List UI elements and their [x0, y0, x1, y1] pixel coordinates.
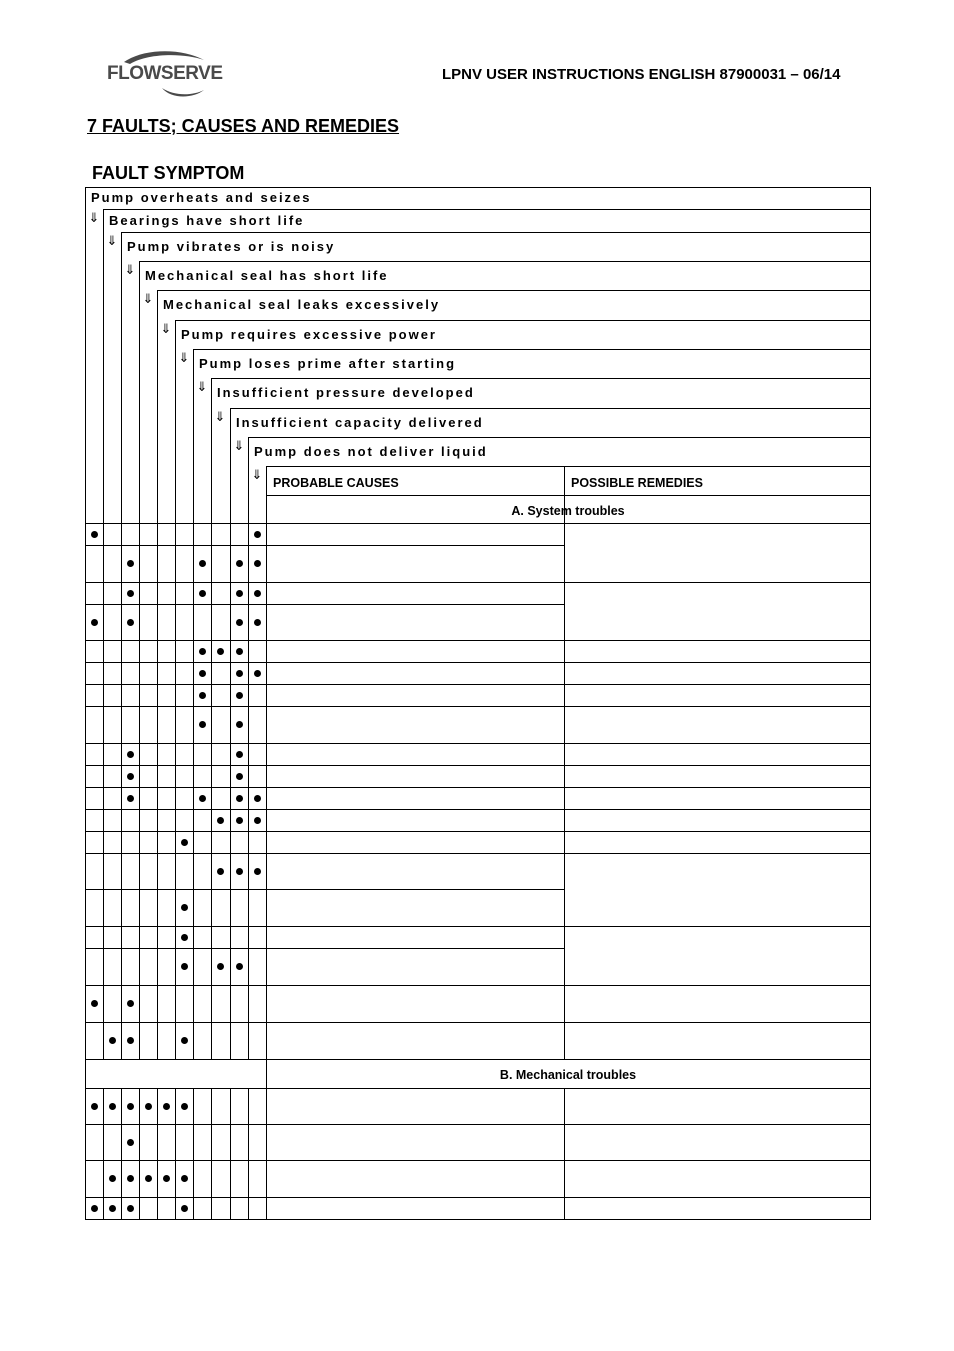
symptom-label-overheats: Pump overheats and seizes	[91, 190, 312, 205]
section-a-top-border	[85, 523, 870, 524]
symptom-dot	[199, 670, 206, 677]
symptom-dot	[254, 868, 261, 875]
symptom-row-border	[121, 232, 870, 233]
table-row-border	[85, 831, 564, 832]
table-row-border	[85, 853, 564, 854]
table-row-border	[85, 582, 564, 583]
header-divider	[266, 495, 870, 496]
remedy-row-border	[564, 809, 870, 810]
down-arrow-icon: ⇓	[251, 468, 263, 483]
symptom-dot	[254, 619, 261, 626]
symptom-dot	[163, 1103, 170, 1110]
remedy-row-border	[564, 853, 870, 854]
down-arrow-icon: ⇓	[124, 263, 136, 278]
symptom-dot	[199, 590, 206, 597]
symptom-dot	[91, 531, 98, 538]
symptom-dot	[109, 1037, 116, 1044]
remedy-row-border	[564, 926, 870, 927]
symptom-dot	[217, 817, 224, 824]
symptom-dot	[127, 619, 134, 626]
symptom-dot	[254, 670, 261, 677]
table-row-border	[85, 948, 564, 949]
column-divider	[248, 437, 249, 1219]
table-row-border	[85, 765, 564, 766]
symptom-dot	[145, 1175, 152, 1182]
remedy-row-border	[564, 765, 870, 766]
symptom-dot	[181, 934, 188, 941]
table-row-border	[85, 1197, 870, 1198]
symptom-dot	[91, 1000, 98, 1007]
symptom-dot	[127, 1205, 134, 1212]
symptom-dot	[236, 868, 243, 875]
symptom-dot	[181, 904, 188, 911]
table-row-border	[85, 604, 564, 605]
symptom-dot	[127, 795, 134, 802]
table-top-border	[85, 187, 871, 188]
symptom-dot	[254, 795, 261, 802]
symptom-row-border	[211, 378, 870, 379]
symptom-label-seal-life: Mechanical seal has short life	[145, 267, 389, 283]
symptom-dot	[236, 795, 243, 802]
symptom-label-capacity: Insufficient capacity delivered	[236, 414, 484, 430]
down-arrow-icon: ⇓	[106, 234, 118, 249]
symptom-label-bearings: Bearings have short life	[109, 212, 305, 228]
table-row-border	[85, 545, 564, 546]
symptom-row-border	[103, 209, 870, 210]
table-row-border	[85, 706, 564, 707]
symptom-dot	[217, 868, 224, 875]
symptom-dot	[236, 619, 243, 626]
symptom-dot	[127, 1000, 134, 1007]
symptom-dot	[199, 648, 206, 655]
symptom-dot	[236, 692, 243, 699]
table-row-border	[85, 743, 564, 744]
symptom-dot	[254, 590, 261, 597]
down-arrow-icon: ⇓	[142, 292, 154, 307]
possible-remedies-header: POSSIBLE REMEDIES	[571, 476, 703, 490]
symptom-dot	[236, 817, 243, 824]
symptom-dot	[181, 1103, 188, 1110]
symptom-label-pressure: Insufficient pressure developed	[217, 385, 475, 400]
symptom-dot	[236, 721, 243, 728]
symptom-dot	[181, 1175, 188, 1182]
symptom-dot	[181, 1205, 188, 1212]
symptom-dot	[127, 773, 134, 780]
blank-cell	[86, 1060, 266, 1088]
symptom-dot	[127, 1037, 134, 1044]
symptom-row-border	[175, 320, 870, 321]
symptom-dot	[254, 560, 261, 567]
symptom-dot	[91, 619, 98, 626]
symptom-dot	[127, 590, 134, 597]
document-title: LPNV USER INSTRUCTIONS ENGLISH 87900031 – 06/14	[442, 66, 841, 83]
symptom-label-prime: Pump loses prime after starting	[199, 355, 457, 371]
symptom-dot	[236, 751, 243, 758]
table-row-border	[85, 809, 564, 810]
symptom-dot	[199, 795, 206, 802]
remedy-row-border	[564, 743, 870, 744]
section-b-top-border	[85, 1088, 870, 1089]
symptom-label-no-liquid: Pump does not deliver liquid	[254, 443, 488, 459]
symptom-dot	[145, 1103, 152, 1110]
symptom-row-border	[248, 437, 870, 438]
symptom-dot	[163, 1175, 170, 1182]
remedy-row-border	[564, 684, 870, 685]
down-arrow-icon: ⇓	[214, 410, 226, 425]
symptom-dot	[236, 670, 243, 677]
symptom-dot	[181, 963, 188, 970]
column-divider	[211, 378, 212, 1219]
symptom-row-border	[139, 261, 870, 262]
symptom-label-vibrates: Pump vibrates or is noisy	[127, 238, 336, 254]
symptom-dot	[254, 531, 261, 538]
symptom-dot	[109, 1205, 116, 1212]
down-arrow-icon: ⇓	[196, 380, 208, 395]
symptom-label-power: Pump requires excessive power	[181, 326, 437, 342]
symptom-dot	[236, 773, 243, 780]
remedy-row-border	[564, 582, 870, 583]
table-row-border	[85, 1124, 870, 1125]
column-divider	[230, 408, 231, 1219]
down-arrow-icon: ⇓	[178, 351, 190, 366]
symptom-label-seal-leaks: Mechanical seal leaks excessively	[163, 297, 441, 312]
symptom-dot	[127, 751, 134, 758]
symptom-row-border	[193, 349, 870, 350]
symptom-dot	[217, 648, 224, 655]
symptom-row-border	[266, 466, 870, 467]
remedy-row-border	[564, 831, 870, 832]
symptom-dot	[236, 590, 243, 597]
table-row-border	[85, 640, 564, 641]
symptom-dot	[91, 1103, 98, 1110]
system-troubles-heading: A. System troubles	[511, 504, 625, 518]
table-row-border	[85, 662, 564, 663]
table-row-border	[85, 1022, 564, 1023]
symptom-dot	[254, 817, 261, 824]
remedy-row-border	[564, 1022, 870, 1023]
symptom-dot	[127, 560, 134, 567]
logo-text: FLOWSERVE	[107, 63, 223, 84]
flowserve-logo	[104, 50, 223, 100]
symptom-row-border	[157, 290, 870, 291]
symptom-dot	[109, 1103, 116, 1110]
table-row-border	[85, 1160, 870, 1161]
table-row-border	[85, 926, 564, 927]
symptom-dot	[199, 721, 206, 728]
remedy-row-border	[564, 985, 870, 986]
remedy-row-border	[564, 662, 870, 663]
symptom-dot	[127, 1139, 134, 1146]
table-right-border	[870, 187, 871, 1220]
symptom-dot	[127, 1175, 134, 1182]
symptom-dot	[199, 692, 206, 699]
remedy-row-border	[564, 706, 870, 707]
symptom-dot	[109, 1175, 116, 1182]
remedy-row-border	[564, 640, 870, 641]
remedy-row-border	[564, 787, 870, 788]
symptom-dot	[217, 963, 224, 970]
symptom-dot	[181, 1037, 188, 1044]
symptom-dot	[236, 560, 243, 567]
symptom-dot	[236, 648, 243, 655]
table-row-border	[85, 889, 564, 890]
symptom-dot	[199, 560, 206, 567]
cause-remedy-divider	[564, 523, 565, 1059]
table-bottom-border	[85, 1219, 871, 1220]
fault-symptom-title: FAULT SYMPTOM	[92, 163, 245, 183]
probable-causes-header: PROBABLE CAUSES	[273, 476, 399, 490]
remedy-row-border	[564, 1059, 870, 1060]
symptom-dot	[127, 1103, 134, 1110]
column-divider	[266, 466, 267, 1219]
down-arrow-icon: ⇓	[233, 439, 245, 454]
table-row-border	[85, 787, 564, 788]
mechanical-troubles-heading: B. Mechanical troubles	[499, 1068, 637, 1082]
section-title: 7 FAULTS; CAUSES AND REMEDIES	[87, 116, 400, 136]
symptom-dot	[236, 963, 243, 970]
table-row-border	[85, 684, 564, 685]
table-row-border	[85, 985, 564, 986]
symptom-row-border	[230, 408, 870, 409]
down-arrow-icon: ⇓	[160, 322, 172, 337]
cause-remedy-divider	[564, 1088, 565, 1219]
symptom-dot	[91, 1205, 98, 1212]
down-arrow-icon: ⇓	[88, 211, 100, 226]
symptom-dot	[181, 839, 188, 846]
